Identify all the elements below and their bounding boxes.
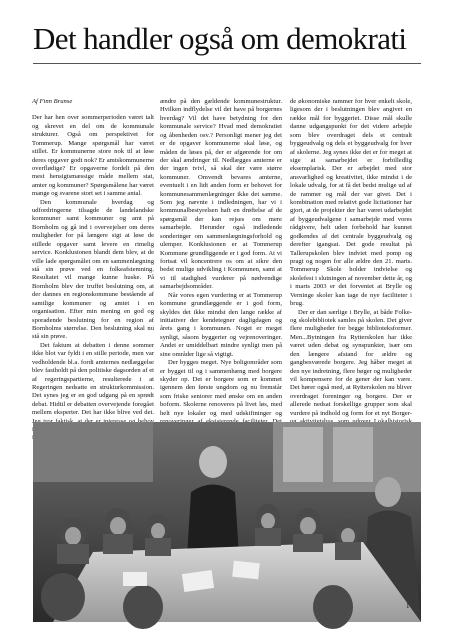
- paragraph: Når vores egen vurdering er at Tommerup kommune grundlæggende er i god form, skyldes det ikke mindst den lange række af initiativer der kendetegner dagligdagen og årets gang i kommunen. Noget er meget synligt, såsom byggerier og vejrenoveringer. Andet er umiddelbart mindre synligt men på sine områder lige så vigtigt.: [160, 291, 282, 358]
- title-rule: [33, 63, 421, 64]
- paragraph: Den kommunale hverdag og udfordringerne tilsagde de landelandske kommuner samt kommuner og amt på Bornholm og gå ind i overvejelser om deres muligheder for på længere sigt at løse de stillede opgaver samt levere en rimelig service. Konklusionen blandt dem blev, at de ville lade spørgsmålet om en sammenlægning stå sin prøve ved en folkeafstemning. Resultatet vil mange kunne huske. På Bornholm blev der truffet beslutning om, at der dannes en regionskommune bestående af samtlige kommuner og amtet i en organisation. Efter min mening en god og sporadende beslutning for en region af Bornholms størrelse. Den beslutning skal nu stå sin prøve.: [32, 198, 154, 341]
- classroom-photo-illustration: [33, 422, 421, 622]
- text-column-1: [32, 98, 154, 448]
- page-number: 1: [406, 602, 410, 610]
- article-title: Det handler også om demokrati: [33, 21, 407, 56]
- classroom-photo: [33, 422, 421, 622]
- paragraph: ændre på den gældende kommunestruktur. Hvilken indflydelse vil det have på borgernes hverdag? Vil det have betydning for den kommunale service? Hvad med demokratiet og åbenheden osv.? Personligt mener jeg det er de opgaver kommunerne skal løse, og måden de løses på, der er afgørende for om der skal ændringer til. Nedlægges amterne er der ingen tvivl, så skal der være større kommuner. Omvendt bevares amterne, eventuelt i en lidt anden form er behovet for kommunesammenlægninger ikke det samme. Som jeg nævnte i indledningen, har vi i kommunalbestyrelsen haft en drøftelse af de spørgsmål der kan rejses om mere samarbejde. Herunder også indledende sonderinger om sammenlægningsforhold og ulemper. Konklusionen er at Tommerup Kommune grundliggende er i god form. At vi fortsat vil koncentrere os om at sikre den bedst mulige udvikling i Kommunen, samt at vi til stadighed vurderer på nødvendige samarbejdsområder.: [160, 98, 282, 291]
- paragraph: Der er dan særlige i Brylle, at både Folke- og skolebibliotek samles på skolen. Det giver flere muligheder for begge biblioteksformer. Men...Bytningen fra Rytterskolen har ikke været uden debat og synspunkter, især om den længere afstand for ældre og gangbesværede borgere. Jeg håber meget at den nye indretning, flere bøger og muligheder vil kompensere for de gener der kan være. Det hører også med, at Rytterskolen nu bliver overdraget foreninger og borgere. Der er allerede nedsat forskellige grupper som skal vurdere på indhold og form for et nyt Borger-: [290, 308, 412, 417]
- paragraph: Der bygges meget. Nye boligområder som er bygget til og i sammenhæng med borgere skyder op. Det er borgere som er kommet igennem den første ungdom og nu fremstår som friske seniorer med ønske om en anden boform. Skolerne renoveres på livet løs, med helt nye lokaler og med udskiftninger og: [160, 359, 282, 417]
- paragraph: Det faktum at debatten i denne sommer ikke blot var fyldt i en stille periode, men var vedholdende bl.a. fordi amternes nedlæggelse blev fastholdt på den politiske dagsorden af et af regeringspartierne, resulterede i at Regeringen nedsatte en strukturkommission. Det synes jeg er en god udgang på en sprødt debat. Hidtil er debatten overvejende foregået mellem eksperter. Det har ikke blive ved det.: [32, 341, 154, 417]
- paragraph: Der har hen over sommerperioden været talt og skrevet en del om de kommunale strukturer. Også om perspektivet for Tommerup. Mange spørgsmål har været stillet. Er kommunerne store nok til at løse deres opgaver godt nok? Er amtskommunerne overflødige? Er opgaverne fordelt på den mest hensigtsmæssige måde mellem stat, amter og kommuner? Spørgsmålene har været mange og svarene stort set i samme antal.: [32, 114, 154, 198]
- text-column-2: [160, 98, 282, 448]
- byline: Af Finn Brunse: [32, 98, 73, 105]
- paragraph: de økonomiske rammer for hver enkelt skole, ligesom der i beslutningen blev angivet en række mål for byggeriet. Disse mål skulle danne udgangspunkt for det videre arbejde som blev overdraget dels et centralt byggeudvalg og dels et byggeudvalg for hver af skolerne. Jeg synes ikke det er for meget at sige at samarbejdet er forbilledlig eksemplarisk. Der er arbejdet med stor ansvarlighed og kreativitet, ikke mindst i de lokale udvalg, for at få det bedst mulige ud af de rammer og mål der var givet. Det i kombination med relativt gode licitationer har gjort, at de projekter der har været udarbejdet af byggeudvalgene i samarbejde med vores rådgivere, helt uden forbehold har kunnet godkendes af det centrale byggeudvalg og derefter igangsat. Det gode resultat på Tallerupskolen blev indviet med pomp og pragt og nogen for alle ældre den 21. marts. Tommerup Skole holder indvielse og skolefest i slutningen af november dette år, og i marts 2003 er det forventet at Brylle og Verninge skoler kan tage de nye faciliteter i brug.: [290, 98, 412, 308]
